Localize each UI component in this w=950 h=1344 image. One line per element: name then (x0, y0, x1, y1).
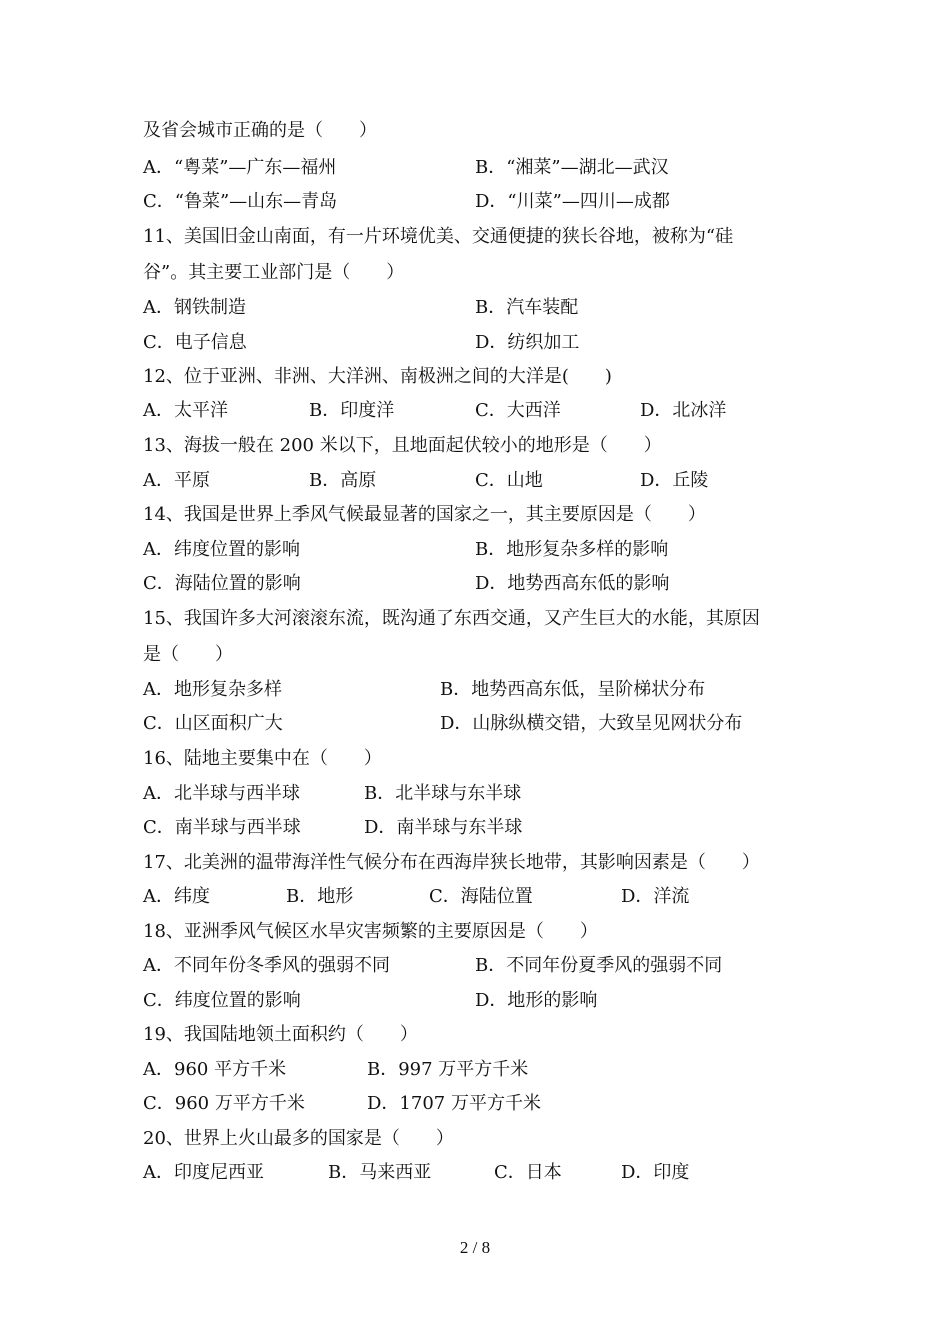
q20-option-a: A．印度尼西亚 (143, 1162, 264, 1183)
q13-option-b: B．高原 (309, 470, 377, 491)
q14-option-c: C．海陆位置的影响 (143, 573, 301, 594)
q12-option-a: A．太平洋 (143, 400, 228, 421)
q18-option-c: C．纬度位置的影响 (143, 990, 301, 1011)
q19-option-a: A．960 平方千米 (143, 1059, 287, 1080)
q16-option-c: C．南半球与西半球 (143, 817, 301, 838)
q19-option-c: C．960 万平方千米 (143, 1093, 305, 1114)
q16-option-a: A．北半球与西半球 (143, 783, 300, 804)
question-12-stem: 12、位于亚洲、非洲、大洋洲、南极洲之间的大洋是( ) (143, 366, 612, 387)
q14-option-a: A．纬度位置的影响 (143, 539, 300, 560)
q20-option-d: D．印度 (621, 1162, 690, 1183)
question-18-stem: 18、亚洲季风气候区水旱灾害频繁的主要原因是（ ） (143, 921, 598, 942)
q14-option-d: D．地势西高东低的影响 (475, 573, 670, 594)
question-20-stem: 20、世界上火山最多的国家是（ ） (143, 1128, 454, 1149)
question-15-stem-line-1: 15、我国许多大河滚滚东流，既沟通了东西交通，又产生巨大的水能，其原因 (143, 608, 760, 629)
q10-option-c: C．“鲁菜”—山东—青岛 (143, 191, 338, 212)
q13-option-d: D．丘陵 (640, 470, 709, 491)
q18-option-a: A．不同年份冬季风的强弱不同 (143, 955, 390, 976)
q17-option-b: B．地形 (286, 886, 354, 907)
q15-option-a: A．地形复杂多样 (143, 679, 282, 700)
question-19-stem: 19、我国陆地领土面积约（ ） (143, 1024, 418, 1045)
q12-option-c: C．大西洋 (475, 400, 561, 421)
q14-option-b: B．地形复杂多样的影响 (475, 539, 669, 560)
q19-option-b: B．997 万平方千米 (367, 1059, 529, 1080)
q15-option-d: D．山脉纵横交错，大致呈见网状分布 (440, 713, 743, 734)
q11-option-d: D．纺织加工 (475, 332, 580, 353)
question-13-stem: 13、海拔一般在 200 米以下，且地面起伏较小的地形是（ ） (143, 435, 662, 456)
q18-option-b: B．不同年份夏季风的强弱不同 (475, 955, 723, 976)
q16-option-b: B．北半球与东半球 (364, 783, 522, 804)
q15-option-c: C．山区面积广大 (143, 713, 283, 734)
q17-option-c: C．海陆位置 (429, 886, 533, 907)
q10-option-b: B．“湘菜”—湖北—武汉 (475, 157, 669, 178)
q20-option-c: C．日本 (494, 1162, 562, 1183)
q20-option-b: B．马来西亚 (328, 1162, 432, 1183)
q11-option-c: C．电子信息 (143, 332, 247, 353)
q17-option-d: D．洋流 (621, 886, 690, 907)
q19-option-d: D．1707 万平方千米 (367, 1093, 541, 1114)
q11-option-b: B．汽车装配 (475, 297, 579, 318)
q10-option-d: D．“川菜”—四川—成都 (475, 191, 670, 212)
q18-option-d: D．地形的影响 (475, 990, 598, 1011)
q12-option-b: B．印度洋 (309, 400, 395, 421)
question-17-stem: 17、北美洲的温带海洋性气候分布在西海岸狭长地带，其影响因素是（ ） (143, 852, 760, 873)
q13-option-a: A．平原 (143, 470, 210, 491)
question-11-stem-line-1: 11、美国旧金山南面，有一片环境优美、交通便捷的狭长谷地，被称为“硅 (143, 226, 734, 247)
q12-option-d: D．北冰洋 (640, 400, 727, 421)
page-number: 2 / 8 (459, 1238, 491, 1257)
q17-option-a: A．纬度 (143, 886, 210, 907)
q16-option-d: D．南半球与东半球 (364, 817, 523, 838)
q11-option-a: A．钢铁制造 (143, 297, 246, 318)
question-15-stem-line-2: 是（ ） (143, 644, 233, 665)
q13-option-c: C．山地 (475, 470, 543, 491)
q15-option-b: B．地势西高东低，呈阶梯状分布 (440, 679, 706, 700)
question-10-stem-continuation: 及省会城市正确的是（ ） (143, 120, 377, 141)
q10-option-a: A．“粤菜”—广东—福州 (143, 157, 337, 178)
question-14-stem: 14、我国是世界上季风气候最显著的国家之一，其主要原因是（ ） (143, 504, 706, 525)
question-11-stem-line-2: 谷”。其主要工业部门是（ ） (143, 262, 405, 283)
question-16-stem: 16、陆地主要集中在（ ） (143, 748, 382, 769)
